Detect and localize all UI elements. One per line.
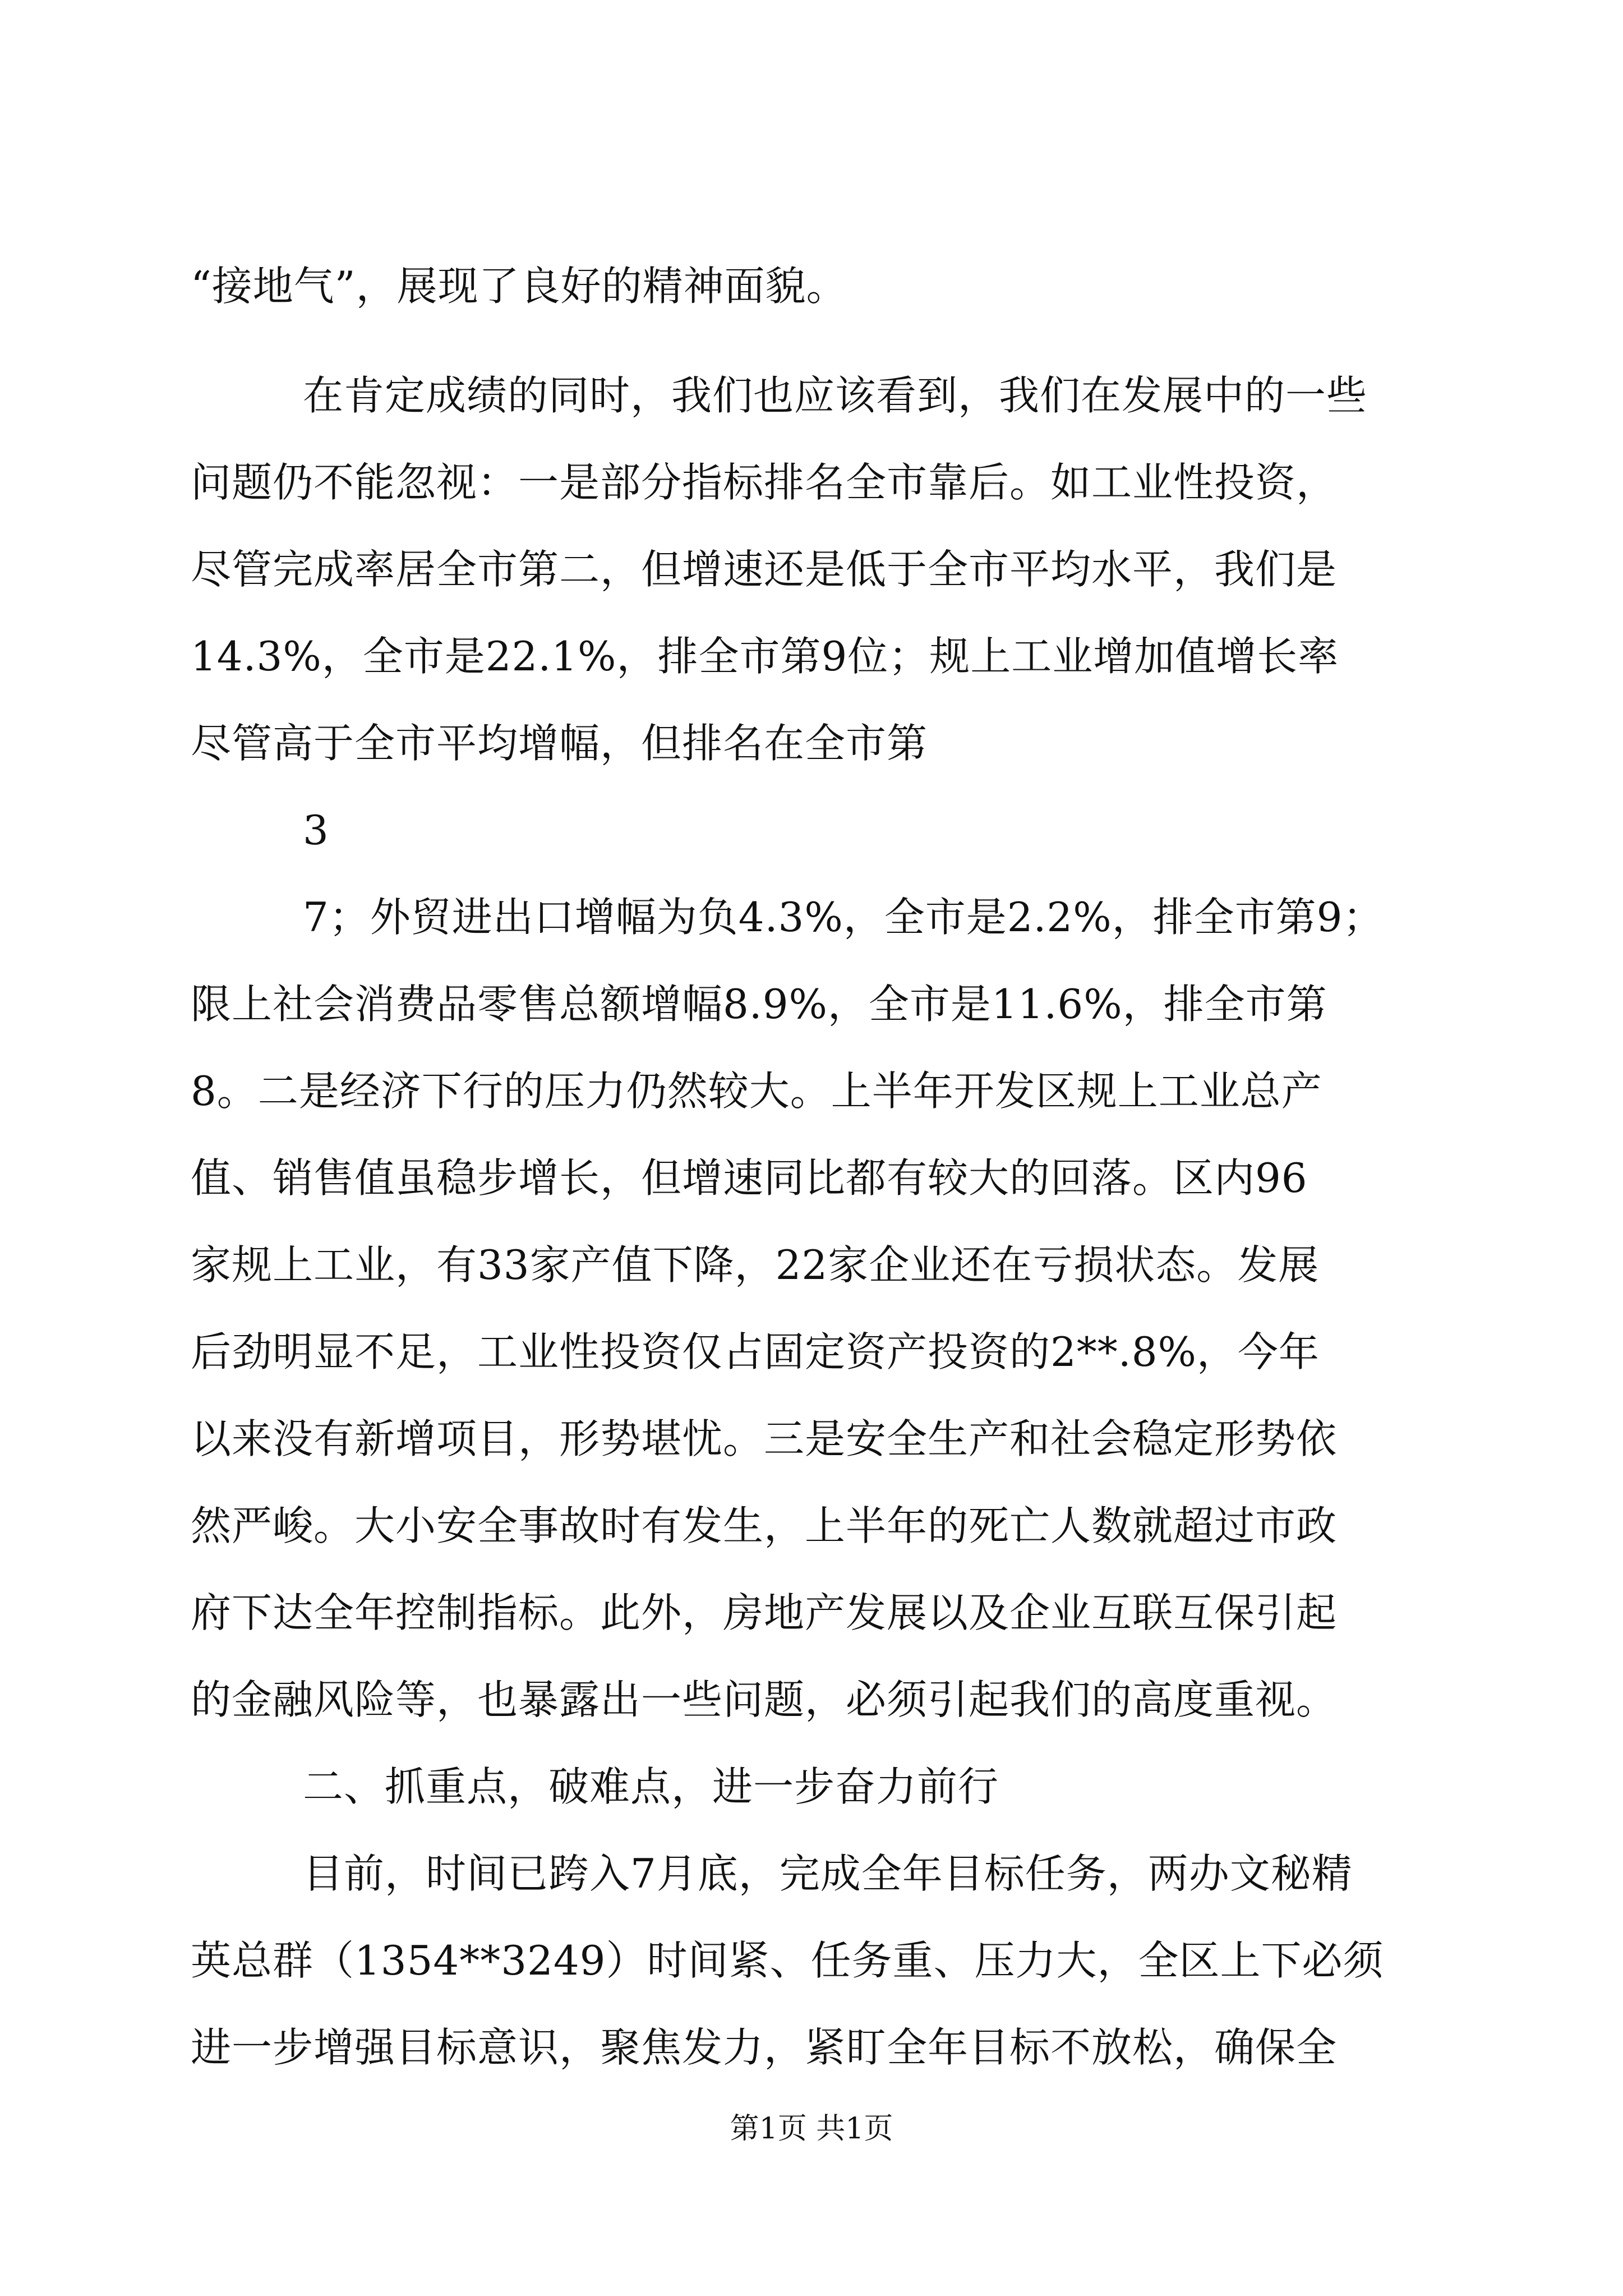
text-line-1: “接地气”，展现了良好的精神面貌。 — [191, 263, 847, 310]
text-line-7: 3 — [303, 807, 329, 854]
text-line-11: 值、销售值虽稳步增长，但增速同比都有较大的回落。区内96 — [191, 1154, 1308, 1202]
text-line-13: 后劲明显不足，工业性投资仅占固定资产投资的2**.8%，今年 — [191, 1328, 1320, 1375]
page-footer: 第1页 共1页 — [730, 2112, 893, 2146]
text-line-2: 在肯定成绩的同时，我们也应该看到，我们在发展中的一些 — [303, 372, 1368, 419]
text-line-5: 14.3%，全市是22.1%，排全市第9位；规上工业增加值增长率 — [191, 633, 1339, 680]
section-heading: 二、抓重点，破难点，进一步奋力前行 — [303, 1763, 999, 1810]
text-line-9: 限上社会消费品零售总额增幅8.9%，全市是11.6%，排全市第 — [191, 981, 1327, 1028]
text-line-20: 英总群（1354**3249）时间紧、任务重、压力大，全区上下必须 — [191, 1937, 1384, 1984]
text-line-15: 然严峻。大小安全事故时有发生，上半年的死亡人数就超过市政 — [191, 1502, 1338, 1549]
text-line-17: 的金融风险等，也暴露出一些问题，必须引起我们的高度重视。 — [191, 1676, 1338, 1723]
text-line-14: 以来没有新增项目，形势堪忧。三是安全生产和社会稳定形势依 — [191, 1415, 1338, 1462]
text-line-3: 问题仍不能忽视：一是部分指标排名全市靠后。如工业性投资， — [191, 459, 1338, 506]
text-line-6: 尽管高于全市平均增幅，但排名在全市第 — [191, 720, 928, 767]
text-line-19: 目前，时间已跨入7月底，完成全年目标任务，两办文秘精 — [303, 1850, 1353, 1897]
text-line-10: 8。二是经济下行的压力仍然较大。上半年开发区规上工业总产 — [191, 1068, 1322, 1115]
text-line-4: 尽管完成率居全市第二，但增速还是低于全市平均水平，我们是 — [191, 546, 1338, 593]
text-line-12: 家规上工业，有33家产值下降，22家企业还在亏损状态。发展 — [191, 1241, 1320, 1289]
text-line-16: 府下达全年控制指标。此外，房地产发展以及企业互联互保引起 — [191, 1589, 1338, 1636]
text-line-8: 7；外贸进出口增幅为负4.3%，全市是2.2%，排全市第9； — [303, 894, 1384, 941]
text-line-21: 进一步增强目标意识，聚焦发力，紧盯全年目标不放松，确保全 — [191, 2024, 1338, 2071]
